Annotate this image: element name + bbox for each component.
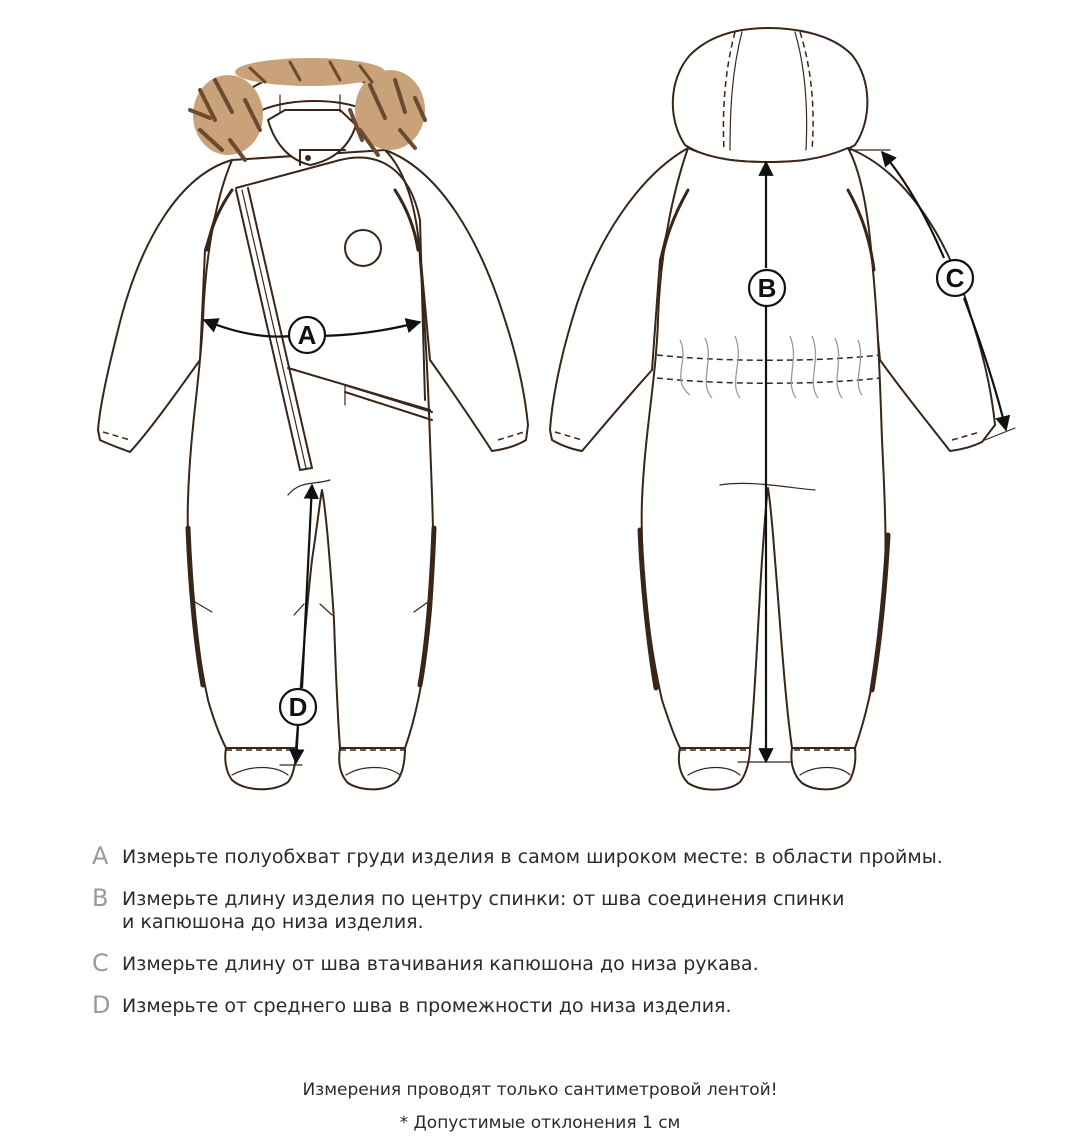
measure-tape-note: Измерения проводят только сантиметровой лентой! [302,1080,778,1100]
front-body [188,150,433,748]
back-hood [673,28,868,162]
label-b: B [757,273,777,303]
measurement-instructions [92,843,1052,1034]
instruction-text: Измерьте от среднего шва в промежности до низа изделия. [122,995,732,1017]
back-right-foot [791,748,855,789]
back-left-foot [679,748,750,790]
front-left-foot [225,748,296,789]
instruction-letter: D [92,991,111,1019]
back-body [642,148,886,748]
instruction-d [92,992,1052,1018]
tolerance-note: * Допустимые отклонения 1 см [399,1113,681,1133]
instruction-b [92,885,1052,934]
label-d: D [288,692,308,722]
instruction-text: Измерьте длину от шва втачивания капюшона до низа рукава. [122,953,759,975]
front-view-overall [98,58,528,789]
instruction-text: Измерьте длину изделия по центру спинки: от шва соединения спинки и капюшона до низа изделия. [122,888,845,933]
instruction-a [92,843,1052,869]
label-a: A [297,320,317,350]
instruction-c [92,950,1052,976]
instruction-text: Измерьте полуобхват груди изделия в самом широком месте: в области проймы. [122,846,943,868]
front-right-foot [339,748,405,789]
instruction-letter: C [92,949,109,977]
instruction-letter: B [92,884,109,912]
label-c: C [945,263,965,293]
instruction-letter: A [92,842,109,870]
back-view-overall [550,28,995,790]
